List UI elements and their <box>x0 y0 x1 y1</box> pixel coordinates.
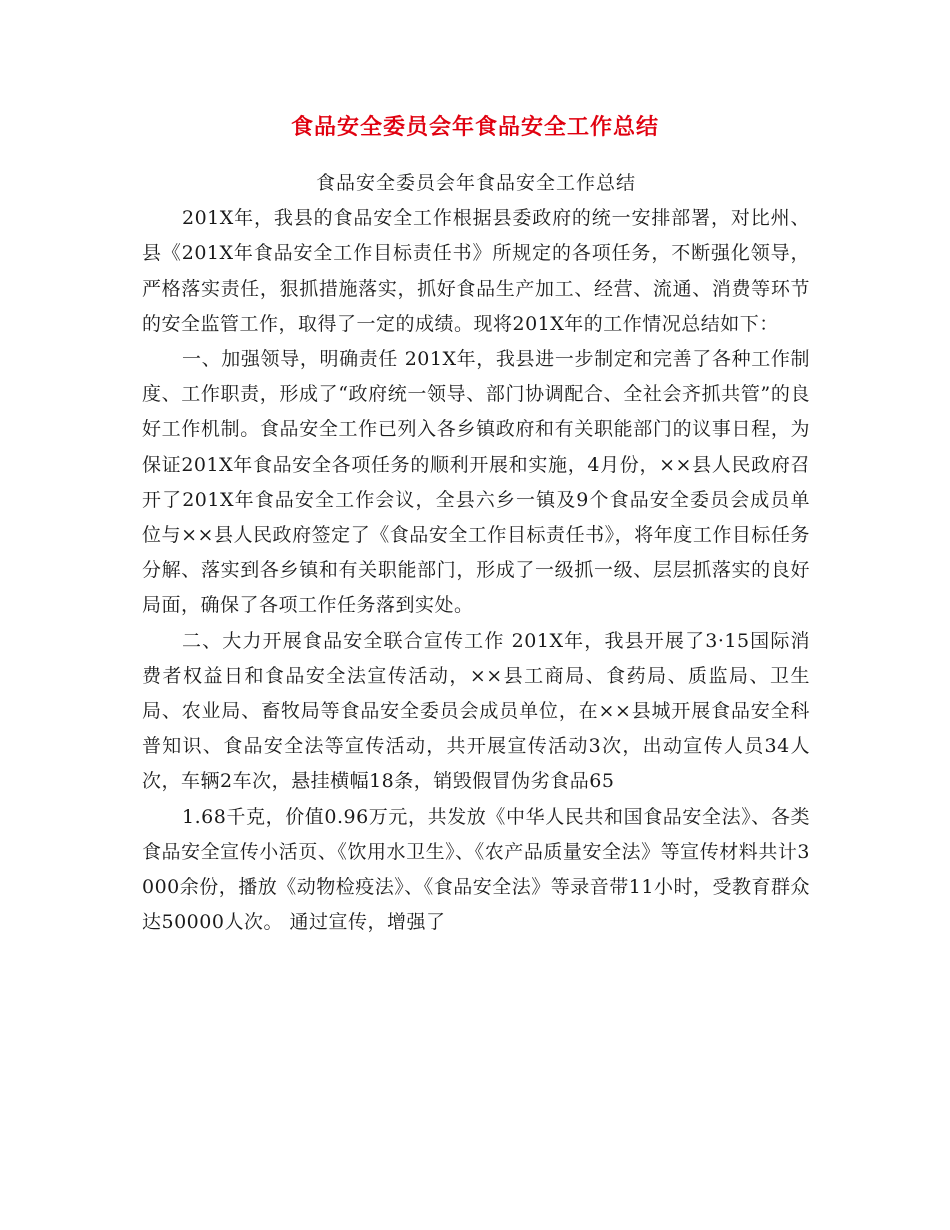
document-body <box>142 166 810 940</box>
paragraph-publicity-continued: 1.68千克，价值0.96万元，共发放《中华人民共和国食品安全法》、各类食品安全宣传小活页、《饮用水卫生》、《农产品质量安全法》等宣传材料共计3000余份，播放《动物检疫法》、《食品安全法》等录音带11小时，受教育群众达50000人次。 通过宣传，增强了 <box>142 805 810 934</box>
paragraph-leadership: 一、加强领导，明确责任 201X年，我县进一步制定和完善了各种工作制度、工作职责，形成了“政府统一领导、部门协调配合、全社会齐抓共管”的良好工作机制。食品安全工作已列入各乡镇政府和有关职能部门的议事日程，为保证201X年食品安全各项任务的顺利开展和实施，4月份，××县人民政府召开了201X年食品安全工作会议，全县六乡一镇及9个食品安全委员会成员单位与××县人民政府签定了《食品安全工作目标责任书》，将年度工作目标任务分解、落实到各乡镇和有关职能部门，形成了一级抓一级、层层抓落实的良好局面，确保了各项工作任务落到实处。 <box>142 348 810 617</box>
paragraph-publicity: 二、大力开展食品安全联合宣传工作 201X年，我县开展了3·15国际消费者权益日和食品安全法宣传活动，××县工商局、食药局、质监局、卫生局、农业局、畜牧局等食品安全委员会成员单位，在××县城开展食品安全科普知识、食品安全法等宣传活动，共开展宣传活动3次，出动宣传人员34人次，车辆2车次，悬挂横幅18条，销毁假冒伪劣食品65 <box>142 629 810 793</box>
document-title: 食品安全委员会年食品安全工作总结 <box>290 115 659 140</box>
document-subtitle: 食品安全委员会年食品安全工作总结 <box>315 172 636 194</box>
paragraph-intro: 201X年，我县的食品安全工作根据县委政府的统一安排部署，对比州、县《201X年食品安全工作目标责任书》所规定的各项任务，不断强化领导，严格落实责任，狠抓措施落实，抓好食品生产加工、经营、流通、消费等环节的安全监管工作，取得了一定的成绩。现将201X年的工作情况总结如下： <box>142 207 810 335</box>
